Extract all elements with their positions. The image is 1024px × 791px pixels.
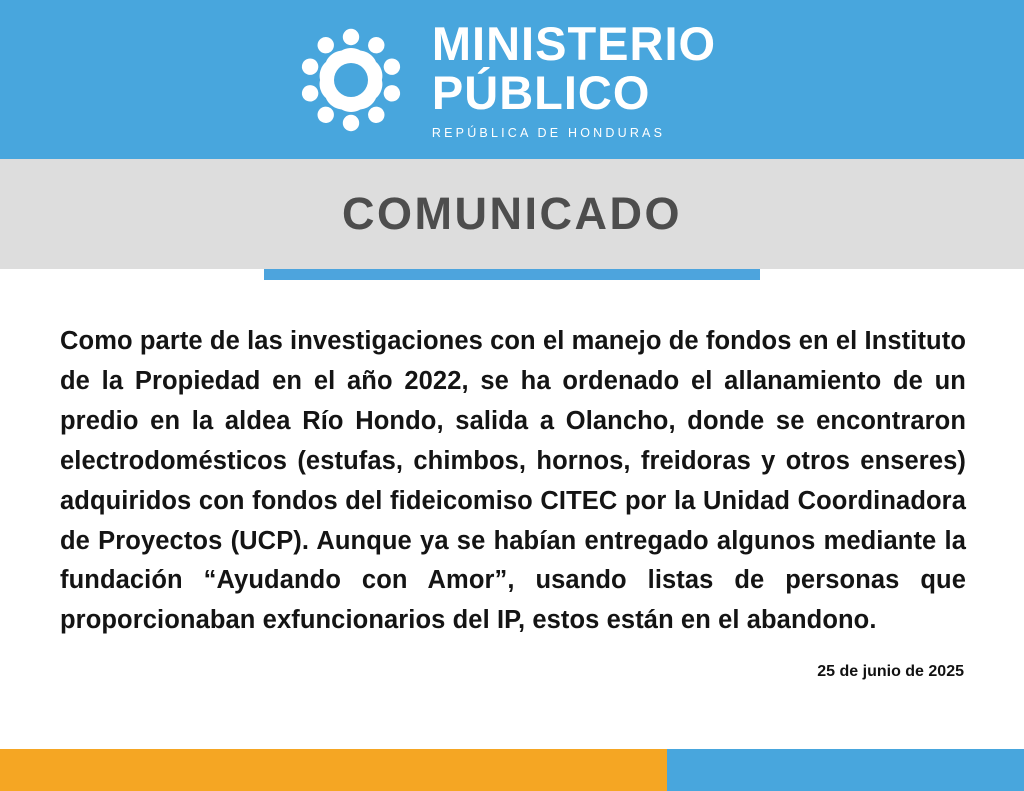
circle-of-people-emblem-icon [292,21,410,139]
body-area [0,299,1024,749]
org-name-line2: PÚBLICO [431,65,651,119]
org-subtitle: REPÚBLICA DE HONDURAS [431,125,666,140]
footer-accent-blue [667,749,1024,791]
brand-text [431,16,717,140]
communique-paragraph: Como parte de las investigaciones con el manejo de fondos en el Instituto de la Propiedad en el año 2022, se ha ordenado el allanamiento de un predio en la aldea Río Hondo, salida a Olancho, donde se encontraron electrodomésticos (estufas, chimbos, hornos, freidoras y otros enseres) adquiridos con fondos del fideicomiso CITEC por la Unidad Coordinadora de Proyectos (UCP). Aunque ya se habían entregado algunos mediante la fundación “Ayudando con Amor”, usando listas de personas que proporcionaban exfuncionarios del IP, estos están en el abandono. [60,327,966,635]
publication-date: 25 de junio de 2025 [817,663,964,681]
brand-lockup [292,16,717,140]
accent-rule [264,269,760,280]
page-title: COMUNICADO [342,188,682,239]
footer-accent-orange [0,749,667,791]
org-name-line1: MINISTERIO [431,16,717,70]
footer-bar [0,749,1024,791]
title-band [0,159,1024,269]
accent-rule-container [0,269,1024,299]
header-banner [0,0,1024,159]
